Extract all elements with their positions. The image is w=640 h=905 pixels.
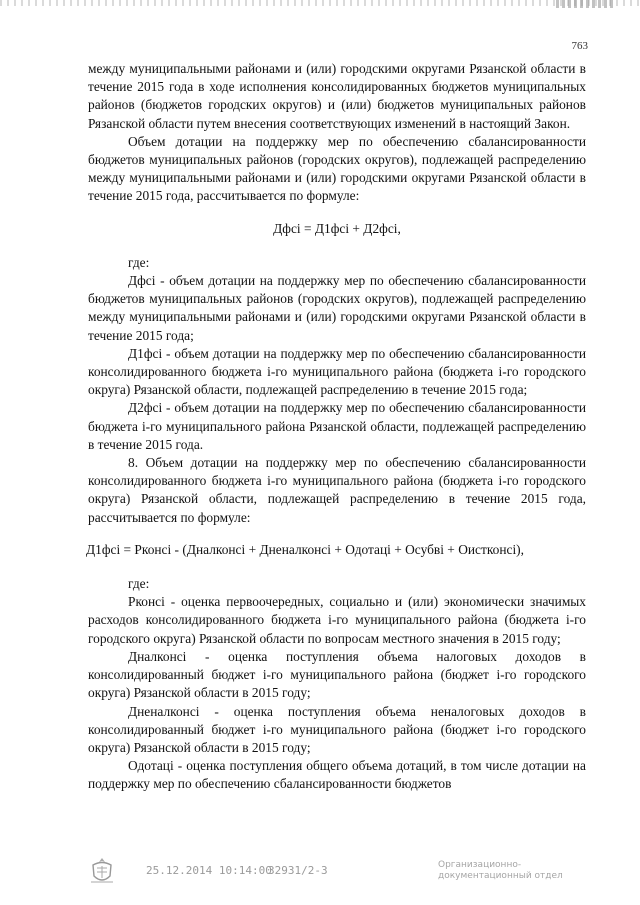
paragraph-where: где: <box>128 576 150 592</box>
definition-rkons: Рконсi - оценка первоочередных, социально и (или) экономически значимых расходов консолидированного бюджета i-го муниципального района (бюджета i-го городского округа) Рязанской области по вопросам местного значения в 2015 году; <box>88 594 586 646</box>
paragraph: Объем дотации на поддержку мер по обеспечению сбалансированности бюджетов муниципальных районов (городских округов), подлежащей распределению между муниципальными районами и (или) городскими округами Рязанской области в течение 2015 года, рассчитывается по формуле: <box>88 133 586 204</box>
definition-d2fs: Д2фсi - объем дотации на поддержку мер по обеспечению сбалансированности бюджета i-го муниципального района Рязанской области, подлежащей распределению в течение 2015 года. <box>88 400 586 452</box>
document-body <box>88 60 586 794</box>
paragraph: между муниципальными районами и (или) городскими округами Рязанской области в течение 2015 года в ходе исполнения консолидированных бюджетов муниципальных районов (бюджетов городских округов) и (или) бюджетов муниципальных районов Рязанской области путем внесения соответствующих изменений в настоящий Закон. <box>88 61 586 131</box>
definition-dnenalkons: Дненалконсi - оценка поступления объема неналоговых доходов в консолидированный бюджет i-го муниципального района (бюджет i-го городского округа) Рязанской области в 2015 году; <box>88 703 586 755</box>
coat-of-arms-icon <box>88 856 116 886</box>
definition-odotac: Одотацi - оценка поступления общего объема дотаций, в том числе дотации на поддержку мер по обеспечению сбалансированности бюджетов <box>88 758 586 792</box>
stamp-dept-line: Организационно- <box>438 860 522 870</box>
formula-dfs: Дфсi = Д1фсi + Д2фсi, <box>273 220 401 236</box>
page-number: 763 <box>571 40 588 52</box>
paragraph-item-8: 8. Объем дотации на поддержку мер по обеспечению сбалансированности консолидированного бюджета i-го муниципального района (бюджета i-го городского округа) Рязанской области, подлежащей распределению в течение 2015 года, рассчитывается по формуле: <box>88 455 586 525</box>
definition-d1fs: Д1фсi - объем дотации на поддержку мер по обеспечению сбалансированности консолидированного бюджета i-го муниципального района (бюджета i-го городского округа) Рязанской области, подлежащей распределению в течение 2015 года; <box>88 345 586 398</box>
paragraph-where: где: <box>128 254 150 270</box>
stamp-code: 32931/2-3 <box>268 864 328 877</box>
stamp-dept-line: документационный отдел <box>438 871 563 881</box>
scan-top-edge <box>0 0 640 6</box>
scan-mark <box>556 0 616 8</box>
footer-stamp <box>0 852 640 892</box>
definition-dfs: Дфсi - объем дотации на поддержку мер по обеспечению сбалансированности бюджетов муниципальных районов (городских округов), подлежащей распределению между муниципальными районами и (или) городскими округами Рязанской области в течение 2015 года; <box>88 273 586 343</box>
formula-d1fs: Д1фсi = Рконсi - (Дналконсi + Дненалконсi + Одотацi + Осубвi + Оистконсi), <box>86 541 524 557</box>
stamp-datetime: 25.12.2014 10:14:00 <box>146 864 272 877</box>
stamp-department <box>438 860 563 882</box>
definition-dnalkons: Дналконсi - оценка поступления объема налоговых доходов в консолидированный бюджет i-го муниципального района (бюджет i-го городского округа) Рязанской области в 2015 году; <box>88 648 586 701</box>
